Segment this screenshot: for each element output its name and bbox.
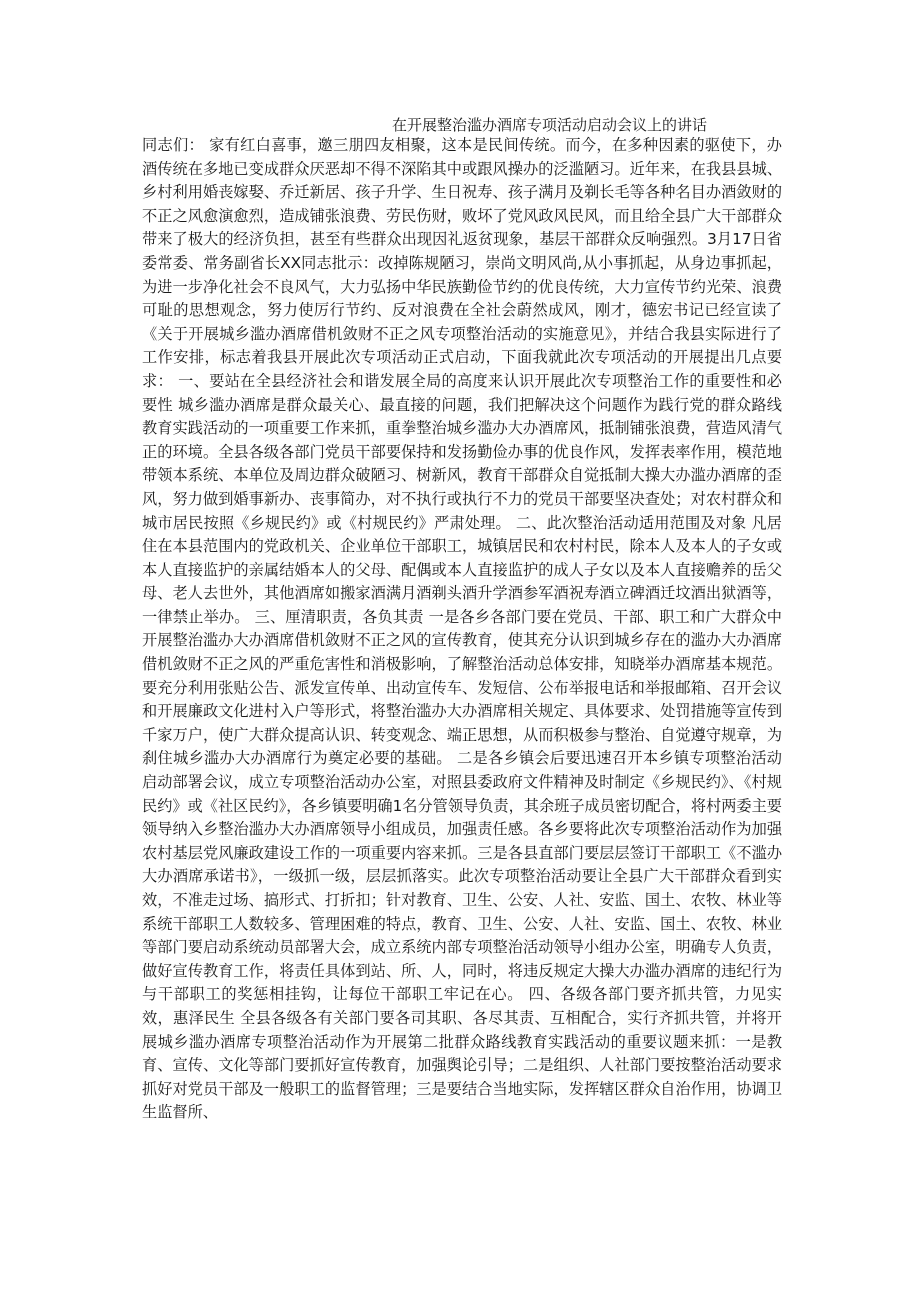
document-body-text: 同志们： 家有红白喜事，邀三朋四友相聚，这本是民间传统。而今，在多种因素的驱使下，办酒传统在多地已变成群众厌恶却不得不深陷其中或跟风操办的泛滥陋习。近年来，在我县县城、乡村利用婚丧嫁娶、乔迁新居、孩子升学、生日祝寿、孩子满月及剃长毛等各种名目办酒敛财的不正之风愈演愈烈，造成铺张浪费、劳民伤财，败坏了党风政风民风，而且给全县广大干部群众带来了极大的经济负担，甚至有些群众出现因礼返贫现象，基层干部群众反响强烈。3月17日省委常委、常务副省长XX同志批示：改掉陈规陋习，崇尚文明风尚,从小事抓起，从身边事抓起，为进一步净化社会不良风气，大力弘扬中华民族勤俭节约的优良传统，大力宣传节约光荣、浪费可耻的思想观念，努力使厉行节约、反对浪费在全社会蔚然成风，刚才，德宏书记已经宣读了《关于开展城乡滥办酒席借机敛财不正之风专项整治活动的实施意见》，并结合我县实际进行了工作安排，标志着我县开展此次专项活动正式启动，下面我就此次专项活动的开展提出几点要求： 一、要站在全县经济社会和谐发展全局的高度来认识开展此次专项整治工作的重要性和必要性 城乡滥办酒席是群众最关心、最直接的问题，我们把解决这个问题作为践行党的群众路线教育实践活动的一项重要工作来抓，重拳整治城乡滥办大办酒席风，抵制铺张浪费，营造风清气正的环境。全县各级各部门党员干部要保持和发扬勤俭办事的优良作风，发挥表率作用，模范地带领本系统、本单位及周边群众破陋习、树新风，教育干部群众自觉抵制大操大办滥办酒席的歪风，努力做到婚事新办、丧事简办，对不执行或执行不力的党员干部要坚决查处；对农村群众和城市居民按照《乡规民约》或《村规民约》严肃处理。 二、此次整治活动适用范围及对象 凡居住在本县范围内的党政机关、企业单位干部职工，城镇居民和农村村民，除本人及本人的子女或本人直接监护的亲属结婚本人的父母、配偶或本人直接监护的成人子女以及本人直接赡养的岳父母、老人去世外，其他酒席如搬家酒满月酒剃头酒升学酒参军酒祝寿酒立碑酒迁坟酒出狱酒等，一律禁止举办。 三、厘清职责，各负其责 一是各乡各部门要在党员、干部、职工和广大群众中开展整治滥办大办酒席借机敛财不正之风的宣传教育，使其充分认识到城乡存在的滥办大办酒席借机敛财不正之风的严重危害性和消极影响，了解整治活动总体安排，知晓举办酒席基本规范。要充分利用张贴公告、派发宣传单、出动宣传车、发短信、公布举报电话和举报邮箱、召开会议和开展廉政文化进村入户等形式，将整治滥办大办酒席相关规定、具体要求、处罚措施等宣传到千家万户，使广大群众提高认识、转变观念、端正思想，从而积极参与整治、自觉遵守规章，为刹住城乡滥办大办酒席行为奠定必要的基础。 二是各乡镇会后要迅速召开本乡镇专项整治活动启动部署会议，成立专项整治活动办公室，对照县委政府文件精神及时制定《乡规民约》、《村规民约》或《社区民约》，各乡镇要明确1名分管领导负责，其余班子成员密切配合，将村两委主要领导纳入乡整治滥办大办酒席领导小组成员，加强责任感。各乡要将此次专项整治活动作为加强农村基层党风廉政建设工作的一项重要内容来抓。三是各县直部门要层层签订干部职工《不滥办大办酒席承诺书》，一级抓一级，层层抓落实。此次专项整治活动要让全县广大干部群众看到实效，不准走过场、搞形式、打折扣；针对教育、卫生、公安、人社、安监、国土、农牧、林业等系统干部职工人数较多、管理困难的特点，教育、卫生、公安、人社、安监、国土、农牧、林业等部门要启动系统动员部署大会，成立系统内部专项整治活动领导小组办公室，明确专人负责，做好宣传教育工作，将责任具体到站、所、人，同时，将违反规定大操大办滥办酒席的违纪行为与干部职工的奖惩相挂钩，让每位干部职工牢记在心。 四、各级各部门要齐抓共管，力见实效，惠泽民生 全县各级各有关部门要各司其职、各尽其责、互相配合，实行齐抓共管，并将开展城乡滥办酒席专项整治活动作为开展第二批群众路线教育实践活动的重要议题来抓：一是教育、宣传、文化等部门要抓好宣传教育，加强舆论引导；二是组织、人社部门要按整治活动要求抓好对党员干部及一般职工的监督管理；三是要结合当地实际，发挥辖区群众自治作用，协调卫生监督所、 [142,136,782,1122]
document-title: 在开展整治滥办酒席专项活动启动会议上的讲话 [392,116,708,134]
